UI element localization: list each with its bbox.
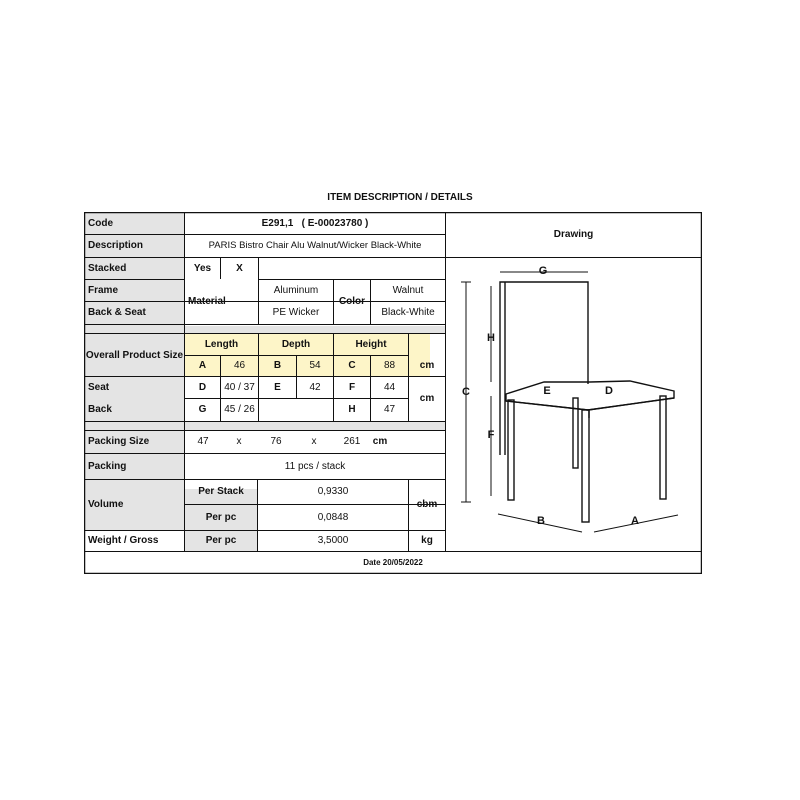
seat-e-letter: E (274, 381, 281, 393)
backrest-outline (500, 282, 588, 455)
code-number: E291,1 (261, 218, 294, 229)
packing-x-1: x (236, 436, 242, 447)
label-g: G (538, 265, 548, 277)
size-c-value: 88 (383, 360, 396, 371)
date-footer: Date 20/05/2022 (363, 557, 423, 567)
code-label: Code (88, 218, 113, 229)
overall-size-label: Overall Product Size (85, 349, 184, 361)
back-seat-material: PE Wicker (272, 307, 320, 318)
seat-back-unit: cm (419, 393, 435, 404)
front-right-leg (582, 410, 589, 522)
frame-label: Frame (88, 284, 119, 296)
code-reference: ( E-00023780 ) (301, 218, 369, 229)
volume-per-pc-value: 0,0848 (317, 511, 349, 523)
packing-height: 261 (343, 436, 361, 447)
spec-sheet (84, 212, 702, 574)
volume-per-pc-label: Per pc (205, 511, 237, 523)
front-left-leg (508, 400, 514, 500)
seat-d-value: 40 / 37 (224, 381, 255, 393)
packing-x-2: x (311, 436, 317, 447)
seat-f-letter: F (348, 381, 356, 393)
spacer-shade-2 (85, 421, 445, 430)
volume-unit: cbm (416, 499, 438, 510)
back-seat-label: Back & Seat (88, 307, 146, 318)
length-label: Length (204, 338, 239, 350)
back-h-value: 47 (383, 404, 396, 415)
frame-color: Walnut (392, 284, 424, 296)
drawing-title: Drawing (553, 229, 594, 240)
back-h-letter: H (348, 404, 356, 415)
color-label: Color (338, 296, 366, 307)
sheet-title: ITEM DESCRIPTION / DETAILS (327, 192, 473, 203)
back-seat-color: Black-White (381, 307, 435, 318)
seat-f-value: 44 (383, 381, 396, 393)
size-b-letter: B (273, 360, 282, 371)
size-a-value: 46 (233, 360, 246, 371)
frame-material: Aluminum (273, 284, 319, 296)
material-label: Material (188, 296, 226, 307)
packing-length: 47 (197, 436, 209, 447)
label-f: F (487, 429, 495, 441)
seat-d-letter: D (198, 381, 207, 393)
back-g-letter: G (198, 404, 207, 415)
size-a-letter: A (198, 360, 207, 371)
volume-per-stack-label: Per Stack (198, 486, 244, 497)
seat-label: Seat (88, 381, 110, 393)
description-value: PARIS Bistro Chair Alu Walnut/Wicker Black-White (208, 240, 422, 251)
stacked-yes: Yes (193, 262, 212, 274)
label-d: D (605, 385, 613, 397)
packing-size-label: Packing Size (88, 436, 150, 447)
weight-per-pc-label: Per pc (205, 535, 237, 546)
weight-label: Weight / Gross (88, 535, 159, 546)
stacked-mark: X (236, 262, 243, 274)
chair-drawing-svg (446, 258, 701, 551)
back-g-value: 45 / 26 (224, 404, 255, 415)
label-h: H (487, 332, 495, 344)
packing-size-unit: cm (372, 436, 388, 447)
weight-unit: kg (421, 535, 433, 546)
back-right-leg (660, 396, 666, 499)
weight-value: 3,5000 (317, 535, 349, 546)
packing-label: Packing (88, 460, 127, 472)
size-unit: cm (419, 360, 435, 371)
packing-value: 11 pcs / stack (284, 460, 346, 472)
volume-per-stack-value: 0,9330 (317, 486, 349, 497)
volume-label: Volume (88, 499, 124, 510)
label-a: A (631, 515, 639, 527)
stacked-label: Stacked (88, 262, 127, 274)
size-c-letter: C (348, 360, 356, 371)
code-value (185, 213, 445, 235)
back-label: Back (88, 404, 112, 415)
packing-width: 76 (270, 436, 282, 447)
height-label: Height (355, 338, 387, 350)
description-label: Description (88, 240, 144, 251)
label-c: C (462, 386, 470, 398)
label-e: E (543, 385, 551, 397)
seat-e-value: 42 (309, 381, 321, 393)
size-b-value: 54 (309, 360, 321, 371)
depth-label: Depth (281, 338, 311, 350)
seat-outline (506, 381, 674, 410)
label-b: B (537, 515, 545, 527)
chair-drawing (446, 258, 701, 551)
spacer-shade-1 (85, 326, 445, 333)
